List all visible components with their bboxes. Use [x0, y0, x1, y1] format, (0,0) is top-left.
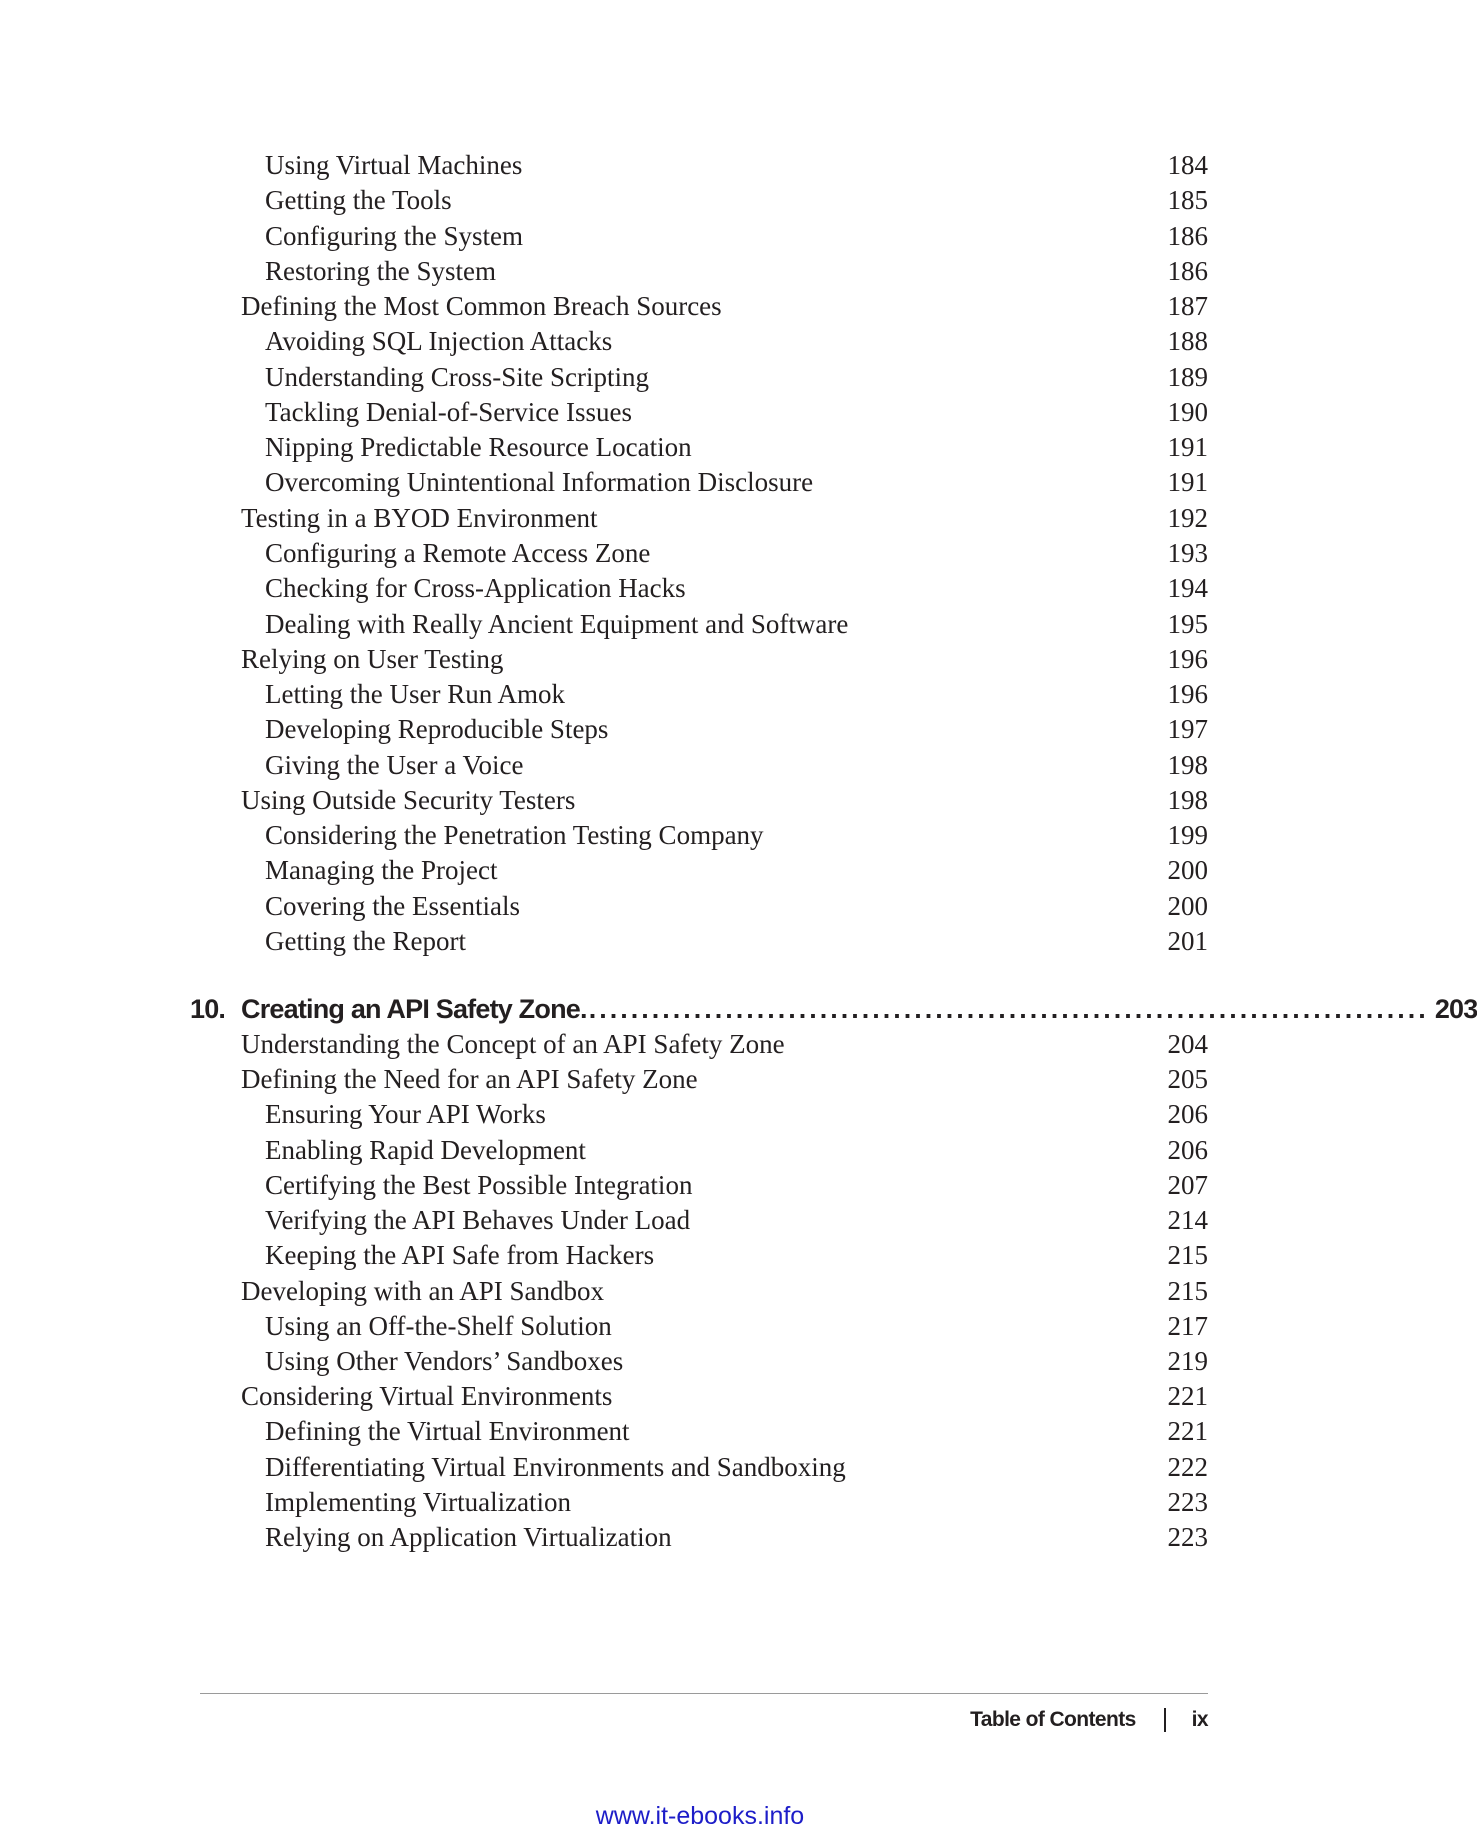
toc-entry-page: 184: [1167, 150, 1208, 180]
toc-entry-page: 221: [1167, 1381, 1208, 1412]
toc-entry-title: Using Other Vendors’ Sandboxes: [265, 1345, 624, 1376]
toc-entry[interactable]: [241, 924, 1208, 959]
toc-entry-page: 217: [1167, 1310, 1208, 1341]
footer-separator: [1164, 1708, 1166, 1732]
toc-entry-title: Defining the Need for an API Safety Zone: [241, 1064, 698, 1095]
toc-entry[interactable]: [241, 1520, 1208, 1555]
toc-entry-title: Covering the Essentials: [265, 890, 520, 921]
toc-entry[interactable]: [241, 748, 1208, 783]
toc-entry[interactable]: [241, 360, 1208, 395]
toc-entry[interactable]: [241, 783, 1208, 818]
toc-entry-page: 221: [1167, 1416, 1208, 1447]
toc-entry-page: 189: [1167, 361, 1208, 392]
toc-entry-title: Certifying the Best Possible Integration: [265, 1169, 693, 1200]
toc-entry-page: 207: [1167, 1169, 1208, 1200]
toc-entry-page: 214: [1167, 1205, 1208, 1236]
toc-entry[interactable]: [241, 1414, 1208, 1449]
toc-entry-page: 196: [1167, 643, 1208, 674]
toc-entry-page: 200: [1167, 890, 1208, 921]
watermark-link[interactable]: www.it-ebooks.info: [595, 1802, 805, 1830]
toc-entry[interactable]: [241, 853, 1208, 888]
toc-entry-page: 197: [1167, 714, 1208, 745]
toc-entry[interactable]: [241, 183, 1208, 218]
toc-entry-title: Letting the User Run Amok: [265, 679, 565, 710]
footer-page-number: ix: [1191, 1708, 1208, 1731]
toc-entry-title: Keeping the API Safe from Hackers: [265, 1240, 655, 1271]
chapter-title: Creating an API Safety Zone.: [241, 994, 587, 1024]
toc-entry-page: 195: [1167, 608, 1208, 639]
toc-entry-page: 194: [1167, 573, 1208, 604]
toc-entry-title: Defining the Virtual Environment: [265, 1416, 630, 1447]
toc-entry-page: 191: [1167, 467, 1208, 498]
toc-entry[interactable]: [241, 536, 1208, 571]
toc-entry-title: Developing Reproducible Steps: [265, 714, 609, 745]
toc-entry[interactable]: [241, 607, 1208, 642]
toc-entry-title: Enabling Rapid Development: [265, 1134, 586, 1165]
toc-entry[interactable]: [241, 324, 1208, 359]
toc-entry[interactable]: [241, 889, 1208, 924]
toc-entry-title: Restoring the System: [265, 255, 496, 286]
toc-entry[interactable]: [241, 289, 1208, 324]
toc-entry-page: 193: [1167, 537, 1208, 568]
toc-entry-page: 223: [1167, 1486, 1208, 1517]
toc-entry-page: 200: [1167, 855, 1208, 886]
toc-entry[interactable]: [241, 1133, 1208, 1168]
toc-entry-title: Understanding the Concept of an API Safety Zone: [241, 1029, 785, 1059]
toc-entry[interactable]: [241, 465, 1208, 500]
toc-entry-page: 206: [1167, 1099, 1208, 1130]
toc-entry-page: 192: [1167, 502, 1208, 533]
toc-entry[interactable]: [241, 1062, 1208, 1097]
toc-entry-page: 196: [1167, 679, 1208, 710]
toc-entry[interactable]: [241, 1097, 1208, 1132]
toc-entry[interactable]: [241, 571, 1208, 606]
chapter-number: 10.: [190, 994, 226, 1024]
toc-entry-title: Checking for Cross-Application Hacks: [265, 573, 686, 604]
toc-entry[interactable]: [241, 1238, 1208, 1273]
toc-entry-title: Using an Off-the-Shelf Solution: [265, 1310, 612, 1341]
toc-entry-page: 186: [1167, 255, 1208, 286]
toc-entry-page: 222: [1167, 1451, 1208, 1482]
toc-entry-title: Relying on User Testing: [241, 643, 504, 674]
toc-entry-page: 206: [1167, 1134, 1208, 1165]
toc-entry-title: Using Virtual Machines: [265, 150, 523, 180]
toc-entry-title: Getting the Tools: [265, 185, 452, 216]
toc-entry[interactable]: [241, 818, 1208, 853]
toc-entry-page: 201: [1167, 925, 1208, 956]
toc-entry-page: 198: [1167, 784, 1208, 815]
footer-rule: [200, 1693, 1208, 1694]
toc-entry[interactable]: [241, 148, 1208, 183]
toc-entry-title: Testing in a BYOD Environment: [241, 502, 598, 533]
toc-entry[interactable]: [241, 219, 1208, 254]
toc-entry[interactable]: [241, 1203, 1208, 1238]
page-footer: [970, 1702, 1208, 1738]
toc-entry-page: 188: [1167, 326, 1208, 357]
toc-entry[interactable]: [241, 1485, 1208, 1520]
toc-entry-page: 223: [1167, 1522, 1208, 1553]
chapter-page-number: 203: [1434, 994, 1477, 1024]
toc-entry-title: Using Outside Security Testers: [241, 784, 576, 815]
toc-entry[interactable]: [241, 1168, 1208, 1203]
toc-entry-title: Defining the Most Common Breach Sources: [241, 291, 722, 322]
toc-entry-page: 205: [1167, 1064, 1208, 1095]
toc-entry-title: Understanding Cross-Site Scripting: [265, 361, 649, 392]
chapter-heading[interactable]: [190, 989, 1477, 1029]
toc-entry-title: Avoiding SQL Injection Attacks: [265, 326, 613, 357]
toc-entry-title: Ensuring Your API Works: [265, 1099, 546, 1130]
toc-entry[interactable]: [241, 1450, 1208, 1485]
toc-entry-page: 187: [1167, 291, 1208, 322]
toc-entry[interactable]: [241, 1379, 1208, 1414]
toc-entry-title: Developing with an API Sandbox: [241, 1275, 604, 1306]
toc-entry-page: 190: [1167, 396, 1208, 427]
dot-leader: ................................................................................: [588, 994, 1429, 1024]
toc-entry[interactable]: [241, 501, 1208, 536]
toc-entry[interactable]: [241, 395, 1208, 430]
toc-entry-title: Differentiating Virtual Environments and Sandboxing: [265, 1451, 846, 1482]
toc-entry-title: Verifying the API Behaves Under Load: [265, 1205, 691, 1236]
footer-label: Table of Contents: [970, 1708, 1136, 1731]
toc-entry-page: 185: [1167, 185, 1208, 216]
toc-entry-title: Managing the Project: [265, 855, 498, 886]
toc-entry-page: 215: [1167, 1240, 1208, 1271]
toc-entry[interactable]: [241, 1309, 1208, 1344]
toc-entry-page: 219: [1167, 1345, 1208, 1376]
toc-entry[interactable]: [241, 642, 1208, 677]
toc-entry[interactable]: [241, 430, 1208, 465]
toc-entry-title: Configuring a Remote Access Zone: [265, 537, 651, 568]
toc-entry-page: 215: [1167, 1275, 1208, 1306]
toc-entry-title: Getting the Report: [265, 925, 466, 956]
toc-entry[interactable]: [241, 712, 1208, 747]
toc-entry[interactable]: [241, 1344, 1208, 1379]
toc-entry-title: Implementing Virtualization: [265, 1486, 572, 1517]
toc-entry-title: Configuring the System: [265, 220, 523, 251]
toc-entry[interactable]: [241, 254, 1208, 289]
toc-entry-title: Giving the User a Voice: [265, 749, 524, 780]
toc-entry-title: Considering Virtual Environments: [241, 1381, 613, 1412]
toc-entry-page: 186: [1167, 220, 1208, 251]
toc-entry[interactable]: [241, 1274, 1208, 1309]
toc-entry[interactable]: [241, 1027, 1208, 1062]
toc-entry-title: Nipping Predictable Resource Location: [265, 432, 692, 463]
toc-entry-page: 204: [1167, 1029, 1208, 1059]
toc-entry-title: Relying on Application Virtualization: [265, 1522, 672, 1553]
toc-entry-title: Tackling Denial-of-Service Issues: [265, 396, 632, 427]
toc-entry-title: Dealing with Really Ancient Equipment and Software: [265, 608, 849, 639]
toc-entry-page: 198: [1167, 749, 1208, 780]
toc-entry-title: Considering the Penetration Testing Company: [265, 820, 764, 851]
toc-entry-title: Overcoming Unintentional Information Disclosure: [265, 467, 814, 498]
toc-entry[interactable]: [241, 677, 1208, 712]
toc-entry-page: 191: [1167, 432, 1208, 463]
toc-entry-page: 199: [1167, 820, 1208, 851]
